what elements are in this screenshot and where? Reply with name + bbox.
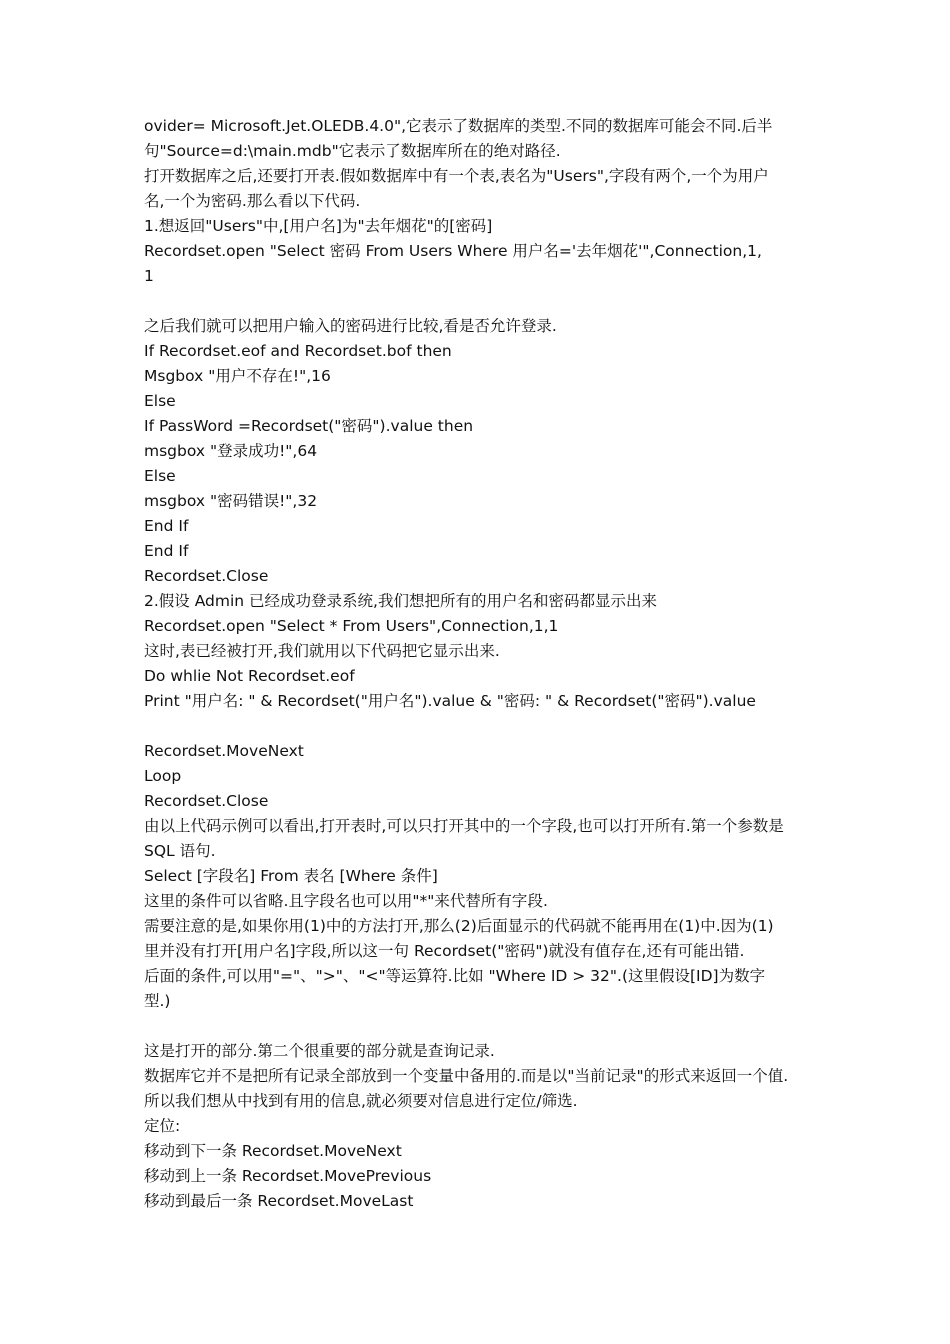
text-line: 这里的条件可以省略.且字段名也可以用"*"来代替所有字段. bbox=[144, 892, 548, 910]
text-line: 之后我们就可以把用户输入的密码进行比较,看是否允许登录. bbox=[144, 317, 557, 335]
text-line: 需要注意的是,如果你用(1)中的方法打开,那么(2)后面显示的代码就不能再用在(1)中.因为(1) bbox=[144, 917, 774, 935]
text-line: Msgbox "用户不存在!",16 bbox=[144, 367, 331, 385]
text-line: msgbox "密码错误!",32 bbox=[144, 492, 318, 510]
text-line: Select [字段名] From 表名 [Where 条件] bbox=[144, 867, 438, 885]
text-line: 这时,表已经被打开,我们就用以下代码把它显示出来. bbox=[144, 642, 500, 660]
text-line: 移动到上一条 Recordset.MovePrevious bbox=[144, 1167, 432, 1185]
text-line: Do whlie Not Recordset.eof bbox=[144, 667, 355, 685]
text-line: 句"Source=d:\main.mdb"它表示了数据库所在的绝对路径. bbox=[144, 142, 561, 160]
text-line: 定位: bbox=[144, 1117, 181, 1135]
text-line: Else bbox=[144, 467, 176, 485]
text-line: Recordset.open "Select * From Users",Connection,1,1 bbox=[144, 617, 559, 635]
text-line: 1 bbox=[144, 267, 154, 285]
text-line: 1.想返回"Users"中,[用户名]为"去年烟花"的[密码] bbox=[144, 217, 493, 235]
blank-line bbox=[144, 289, 814, 314]
text-line: 2.假设 Admin 已经成功登录系统,我们想把所有的用户名和密码都显示出来 bbox=[144, 592, 657, 610]
blank-line bbox=[144, 1014, 814, 1039]
text-line: Else bbox=[144, 392, 176, 410]
text-line: 里并没有打开[用户名]字段,所以这一句 Recordset("密码")就没有值存在,还有可能出错. bbox=[144, 942, 745, 960]
text-line: 数据库它并不是把所有记录全部放到一个变量中备用的.而是以"当前记录"的形式来返回一个值. bbox=[144, 1067, 789, 1085]
text-line: 型.) bbox=[144, 992, 171, 1010]
document-body bbox=[144, 114, 814, 1214]
text-line: If PassWord =Recordset("密码").value then bbox=[144, 417, 474, 435]
text-line: 打开数据库之后,还要打开表.假如数据库中有一个表,表名为"Users",字段有两个,一个为用户 bbox=[144, 167, 769, 185]
text-line: End If bbox=[144, 517, 189, 535]
text-line: 名,一个为密码.那么看以下代码. bbox=[144, 192, 361, 210]
text-line: Recordset.Close bbox=[144, 567, 269, 585]
text-line: Recordset.Close bbox=[144, 792, 269, 810]
text-line: msgbox "登录成功!",64 bbox=[144, 442, 318, 460]
text-line: 由以上代码示例可以看出,打开表时,可以只打开其中的一个字段,也可以打开所有.第一个参数是 bbox=[144, 817, 784, 835]
text-line: ovider= Microsoft.Jet.OLEDB.4.0",它表示了数据库的类型.不同的数据库可能会不同.后半 bbox=[144, 117, 773, 135]
text-line: 移动到下一条 Recordset.MoveNext bbox=[144, 1142, 402, 1160]
text-line: 后面的条件,可以用"="、">"、"<"等运算符.比如 "Where ID > 32".(这里假设[ID]为数字 bbox=[144, 967, 766, 985]
text-line: If Recordset.eof and Recordset.bof then bbox=[144, 342, 452, 360]
text-line: Recordset.open "Select 密码 From Users Where 用户名='去年烟花'",Connection,1, bbox=[144, 242, 762, 260]
text-line: Loop bbox=[144, 767, 182, 785]
text-line: SQL 语句. bbox=[144, 842, 216, 860]
text-line: 这是打开的部分.第二个很重要的部分就是查询记录. bbox=[144, 1042, 495, 1060]
blank-line bbox=[144, 714, 814, 739]
text-line: 所以我们想从中找到有用的信息,就必须要对信息进行定位/筛选. bbox=[144, 1092, 578, 1110]
text-line: End If bbox=[144, 542, 189, 560]
text-line: Recordset.MoveNext bbox=[144, 742, 304, 760]
text-line: Print "用户名: " & Recordset("用户名").value & "密码: " & Recordset("密码").value bbox=[144, 692, 756, 710]
text-line: 移动到最后一条 Recordset.MoveLast bbox=[144, 1192, 414, 1210]
